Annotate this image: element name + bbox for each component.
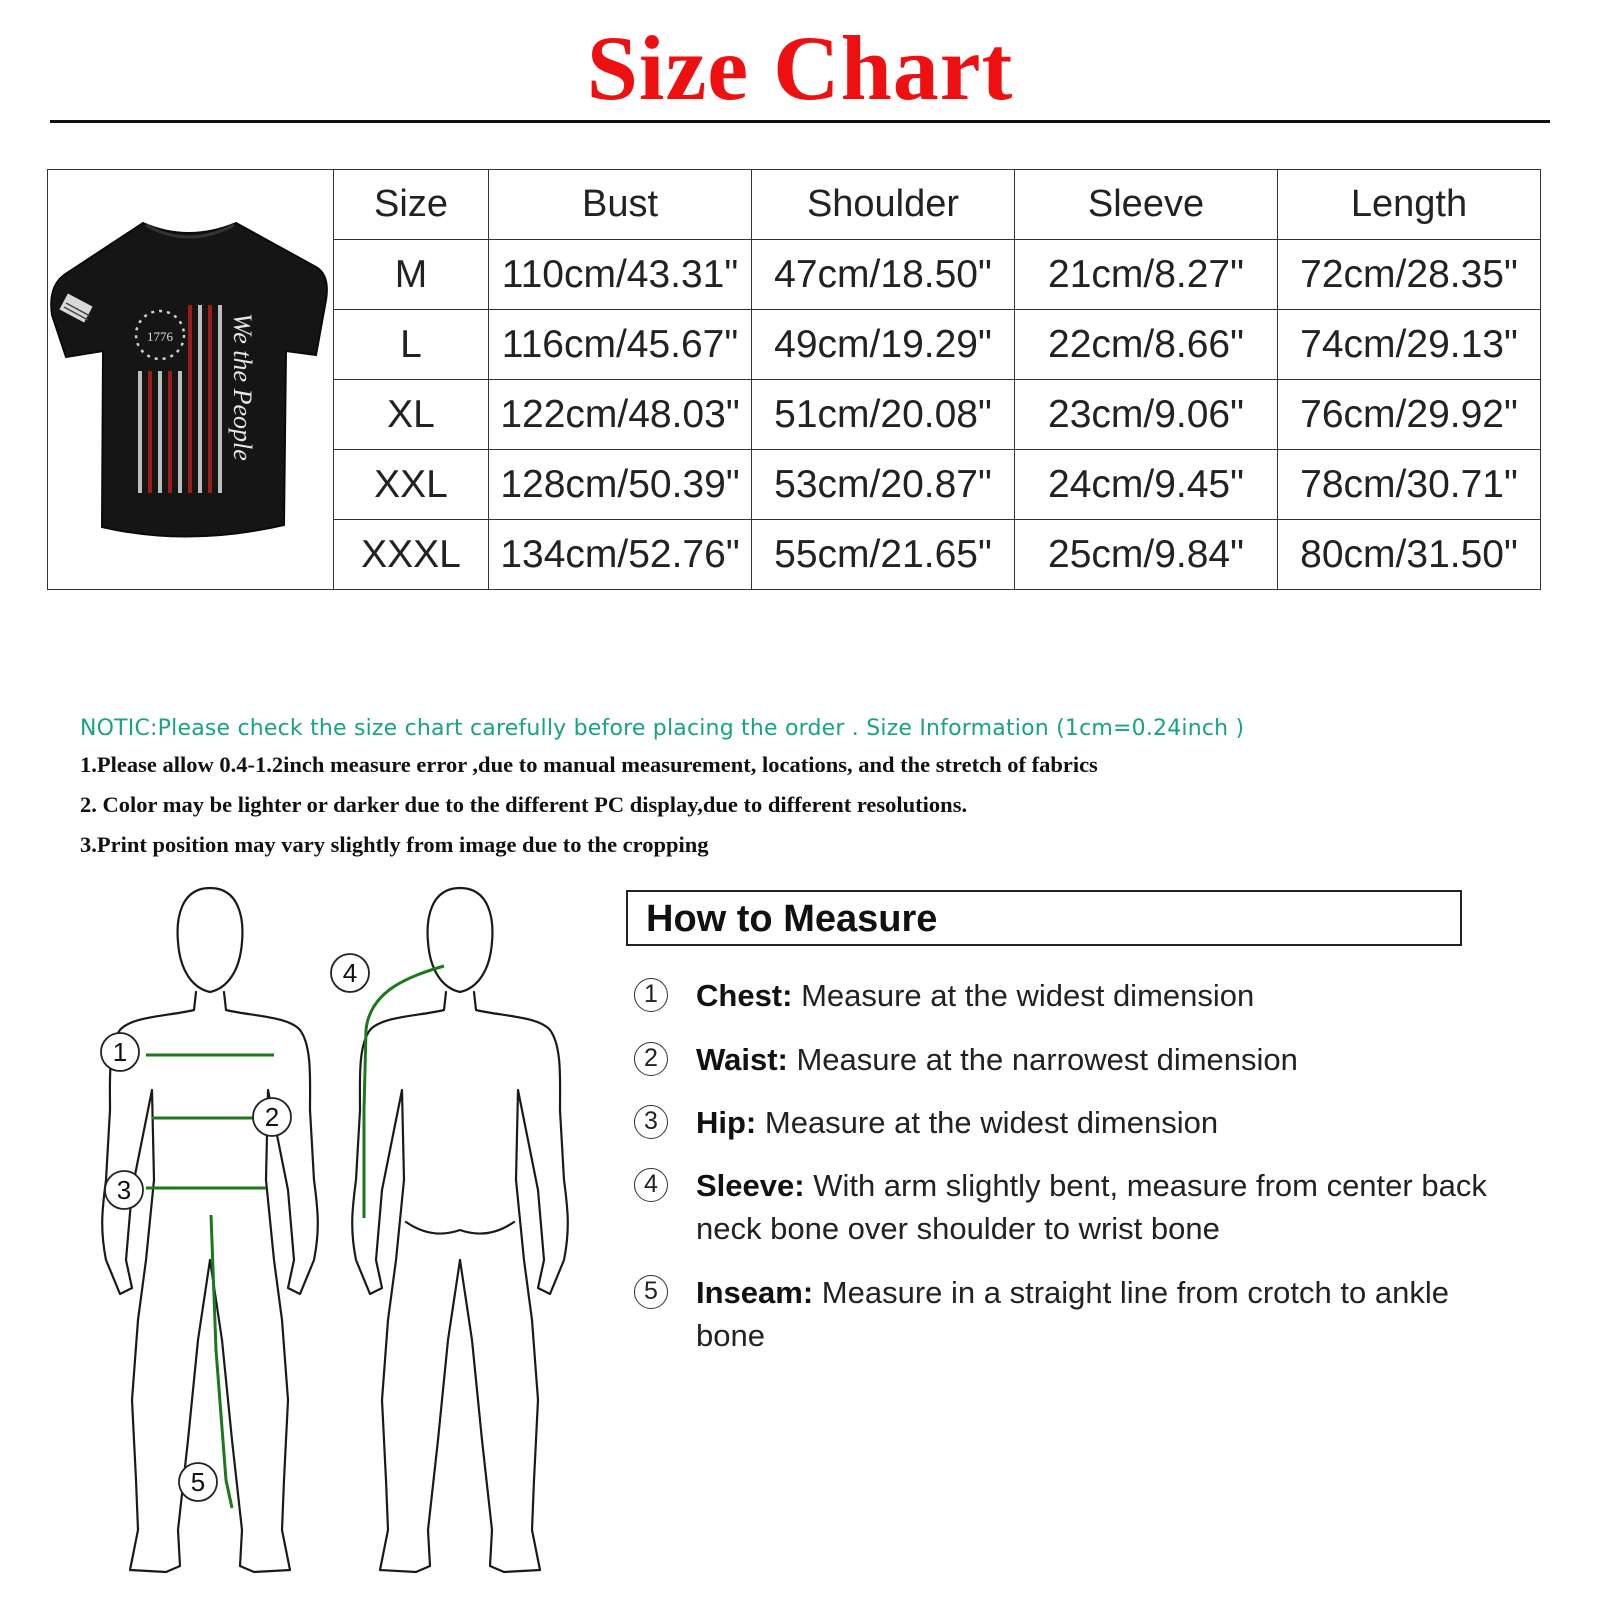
marker-4: 4 bbox=[342, 958, 358, 988]
cell-sleeve: 24cm/9.45" bbox=[1015, 450, 1278, 520]
marker-3: 3 bbox=[116, 1175, 132, 1205]
cell-bust: 134cm/52.76" bbox=[489, 520, 752, 590]
item-description: Measure at the narrowest dimension bbox=[787, 1042, 1298, 1077]
header-shoulder: Shoulder bbox=[752, 170, 1015, 240]
cell-size: XXL bbox=[334, 450, 489, 520]
cell-sleeve: 22cm/8.66" bbox=[1015, 310, 1278, 380]
cell-size: XXXL bbox=[334, 520, 489, 590]
title-divider bbox=[50, 120, 1550, 123]
header-sleeve: Sleeve bbox=[1015, 170, 1278, 240]
item-description: With arm slightly bent, measure from center back neck bone over shoulder to wrist bone bbox=[696, 1168, 1487, 1246]
marker-2: 2 bbox=[264, 1102, 280, 1132]
item-description: Measure at the widest dimension bbox=[756, 1105, 1219, 1140]
size-chart-table bbox=[47, 169, 1541, 590]
cell-length: 74cm/29.13" bbox=[1278, 310, 1541, 380]
shirt-script-text: We the People bbox=[228, 312, 257, 461]
cell-sleeve: 23cm/9.06" bbox=[1015, 380, 1278, 450]
item-label: Hip: bbox=[696, 1105, 757, 1140]
item-number: 4 bbox=[634, 1168, 668, 1202]
note-2: 2. Color may be lighter or darker due to the different PC display,due to different resolutions. bbox=[80, 792, 968, 817]
item-label: Inseam: bbox=[696, 1275, 814, 1310]
header-size: Size bbox=[334, 170, 489, 240]
cell-bust: 128cm/50.39" bbox=[489, 450, 752, 520]
how-to-measure-title: How to Measure bbox=[646, 898, 938, 940]
header-bust: Bust bbox=[489, 170, 752, 240]
cell-bust: 110cm/43.31" bbox=[489, 240, 752, 310]
table-header-row bbox=[48, 170, 1541, 240]
cell-shoulder: 55cm/21.65" bbox=[752, 520, 1015, 590]
tshirt-image bbox=[48, 175, 333, 575]
item-number: 5 bbox=[634, 1275, 668, 1309]
item-description: Measure in a straight line from crotch to ankle bone bbox=[696, 1275, 1449, 1353]
cell-bust: 116cm/45.67" bbox=[489, 310, 752, 380]
cell-size: L bbox=[334, 310, 489, 380]
item-description: Measure at the widest dimension bbox=[792, 978, 1255, 1013]
marker-5: 5 bbox=[190, 1467, 206, 1497]
cell-shoulder: 49cm/19.29" bbox=[752, 310, 1015, 380]
item-label: Sleeve: bbox=[696, 1168, 805, 1203]
item-number: 1 bbox=[634, 978, 668, 1012]
cell-bust: 122cm/48.03" bbox=[489, 380, 752, 450]
note-3: 3.Print position may vary slightly from image due to the cropping bbox=[80, 832, 709, 857]
item-label: Chest: bbox=[696, 978, 793, 1013]
cell-length: 72cm/28.35" bbox=[1278, 240, 1541, 310]
cell-length: 76cm/29.92" bbox=[1278, 380, 1541, 450]
cell-size: M bbox=[334, 240, 489, 310]
cell-size: XL bbox=[334, 380, 489, 450]
cell-shoulder: 53cm/20.87" bbox=[752, 450, 1015, 520]
how-to-measure-header bbox=[626, 890, 1462, 946]
cell-sleeve: 25cm/9.84" bbox=[1015, 520, 1278, 590]
item-number: 2 bbox=[634, 1042, 668, 1076]
notice-text: NOTIC:Please check the size chart carefully before placing the order . Size Information (1cm=0.24inch ) bbox=[80, 716, 1245, 741]
item-number: 3 bbox=[634, 1105, 668, 1139]
cell-shoulder: 47cm/18.50" bbox=[752, 240, 1015, 310]
note-1: 1.Please allow 0.4-1.2inch measure error ,due to manual measurement, locations, and the stretch of fabrics bbox=[80, 752, 1098, 777]
measurement-figures bbox=[80, 880, 600, 1590]
cell-length: 78cm/30.71" bbox=[1278, 450, 1541, 520]
marker-1: 1 bbox=[112, 1037, 128, 1067]
inseam-line bbox=[211, 1215, 232, 1508]
cell-length: 80cm/31.50" bbox=[1278, 520, 1541, 590]
shirt-year-text: 1776 bbox=[147, 328, 173, 344]
item-label: Waist: bbox=[696, 1042, 788, 1077]
back-body-figure bbox=[352, 888, 568, 1572]
page-title: Size Chart bbox=[586, 17, 1014, 119]
cell-shoulder: 51cm/20.08" bbox=[752, 380, 1015, 450]
header-length: Length bbox=[1278, 170, 1541, 240]
tshirt-image-cell bbox=[48, 170, 334, 590]
cell-sleeve: 21cm/8.27" bbox=[1015, 240, 1278, 310]
